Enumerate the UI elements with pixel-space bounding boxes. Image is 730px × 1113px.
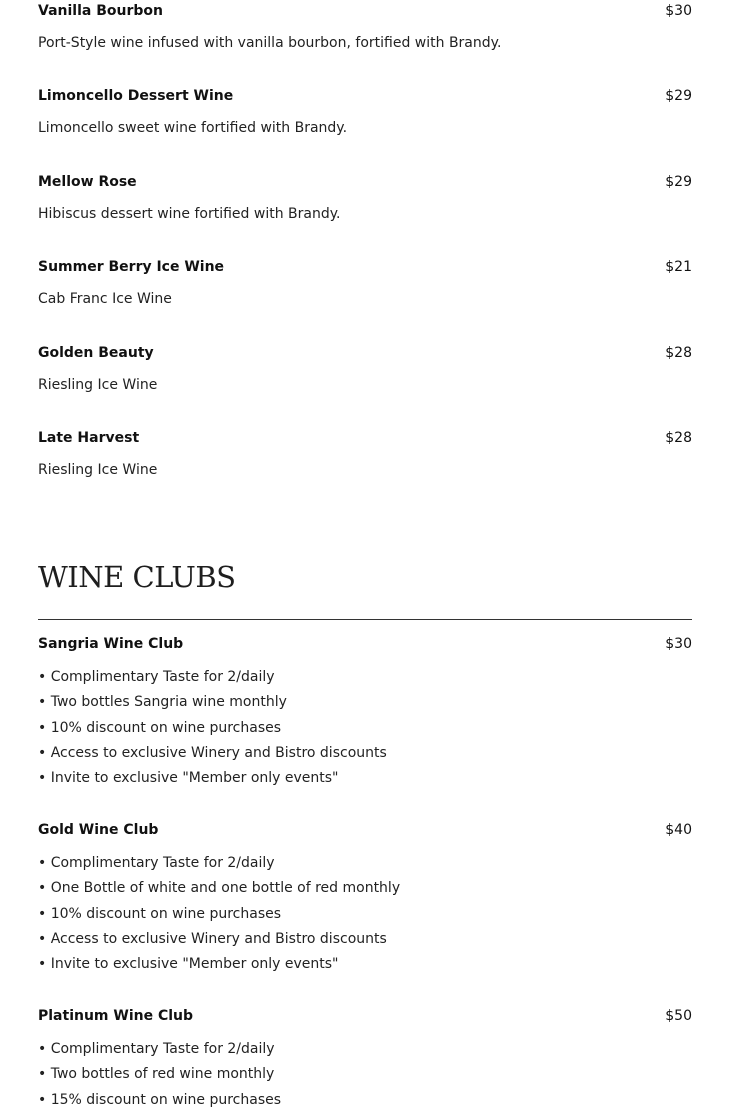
club-benefit: • Complimentary Taste for 2/daily: [38, 1041, 275, 1057]
menu-item-mellow-rose: [38, 174, 692, 222]
item-name: Vanilla Bourbon: [38, 3, 163, 19]
section-title-wine-clubs: WINE CLUBS: [38, 560, 236, 594]
item-name: Mellow Rose: [38, 174, 137, 190]
item-header: [38, 822, 692, 848]
club-benefits-list: [38, 851, 692, 977]
club-benefit: • Invite to exclusive "Member only events": [38, 956, 339, 973]
item-description: Riesling Ice Wine: [38, 377, 158, 393]
club-item-sangria: [38, 636, 692, 791]
club-benefits-list: [38, 665, 692, 791]
club-item-gold: [38, 822, 692, 977]
menu-item-summer-berry-ice-wine: [38, 259, 692, 307]
club-name: Sangria Wine Club: [38, 636, 184, 652]
club-benefit: • 15% discount on wine purchases: [38, 1091, 282, 1108]
item-description: Riesling Ice Wine: [38, 462, 158, 478]
club-benefit: • Complimentary Taste for 2/daily: [38, 855, 275, 871]
club-benefits-list: [38, 1037, 692, 1113]
club-benefit: • Two bottles Sangria wine monthly: [38, 694, 287, 711]
club-benefit: • 10% discount on wine purchases: [38, 905, 282, 922]
club-benefit: • Complimentary Taste for 2/daily: [38, 669, 275, 685]
club-benefit: • One Bottle of white and one bottle of red monthly: [38, 880, 401, 897]
menu-item-limoncello-dessert-wine: [38, 88, 692, 136]
item-name: Late Harvest: [38, 430, 140, 446]
item-header: [38, 345, 692, 371]
club-name: Platinum Wine Club: [38, 1008, 194, 1024]
club-benefit: • Two bottles of red wine monthly: [38, 1066, 275, 1083]
item-header: [38, 636, 692, 662]
item-name: Summer Berry Ice Wine: [38, 259, 225, 275]
menu-item-vanilla-bourbon: [38, 3, 692, 51]
item-header: [38, 430, 692, 456]
section-divider: [38, 619, 692, 620]
item-description: Cab Franc Ice Wine: [38, 291, 172, 307]
menu-item-late-harvest: [38, 430, 692, 478]
item-price: $28: [665, 345, 692, 361]
item-price: $28: [665, 430, 692, 446]
item-price: $21: [665, 259, 692, 275]
club-benefit: • Invite to exclusive "Member only events": [38, 770, 339, 787]
item-price: $30: [665, 3, 692, 19]
item-price: $29: [665, 174, 692, 190]
item-header: [38, 1008, 692, 1034]
club-price: $40: [665, 822, 692, 838]
item-description: Limoncello sweet wine fortified with Brandy.: [38, 120, 348, 136]
club-benefit: • 10% discount on wine purchases: [38, 719, 282, 736]
item-header: [38, 259, 692, 285]
club-price: $30: [665, 636, 692, 652]
item-name: Limoncello Dessert Wine: [38, 88, 234, 104]
item-price: $29: [665, 88, 692, 104]
club-benefit: • Access to exclusive Winery and Bistro discounts: [38, 744, 387, 761]
club-item-platinum: [38, 1008, 692, 1113]
item-description: Port-Style wine infused with vanilla bourbon, fortified with Brandy.: [38, 35, 502, 51]
item-header: [38, 174, 692, 200]
menu-item-golden-beauty: [38, 345, 692, 393]
item-header: [38, 3, 692, 29]
item-name: Golden Beauty: [38, 345, 154, 361]
item-header: [38, 88, 692, 114]
club-benefit: • Access to exclusive Winery and Bistro discounts: [38, 930, 387, 947]
item-description: Hibiscus dessert wine fortified with Brandy.: [38, 206, 341, 222]
club-price: $50: [665, 1008, 692, 1024]
club-name: Gold Wine Club: [38, 822, 159, 838]
